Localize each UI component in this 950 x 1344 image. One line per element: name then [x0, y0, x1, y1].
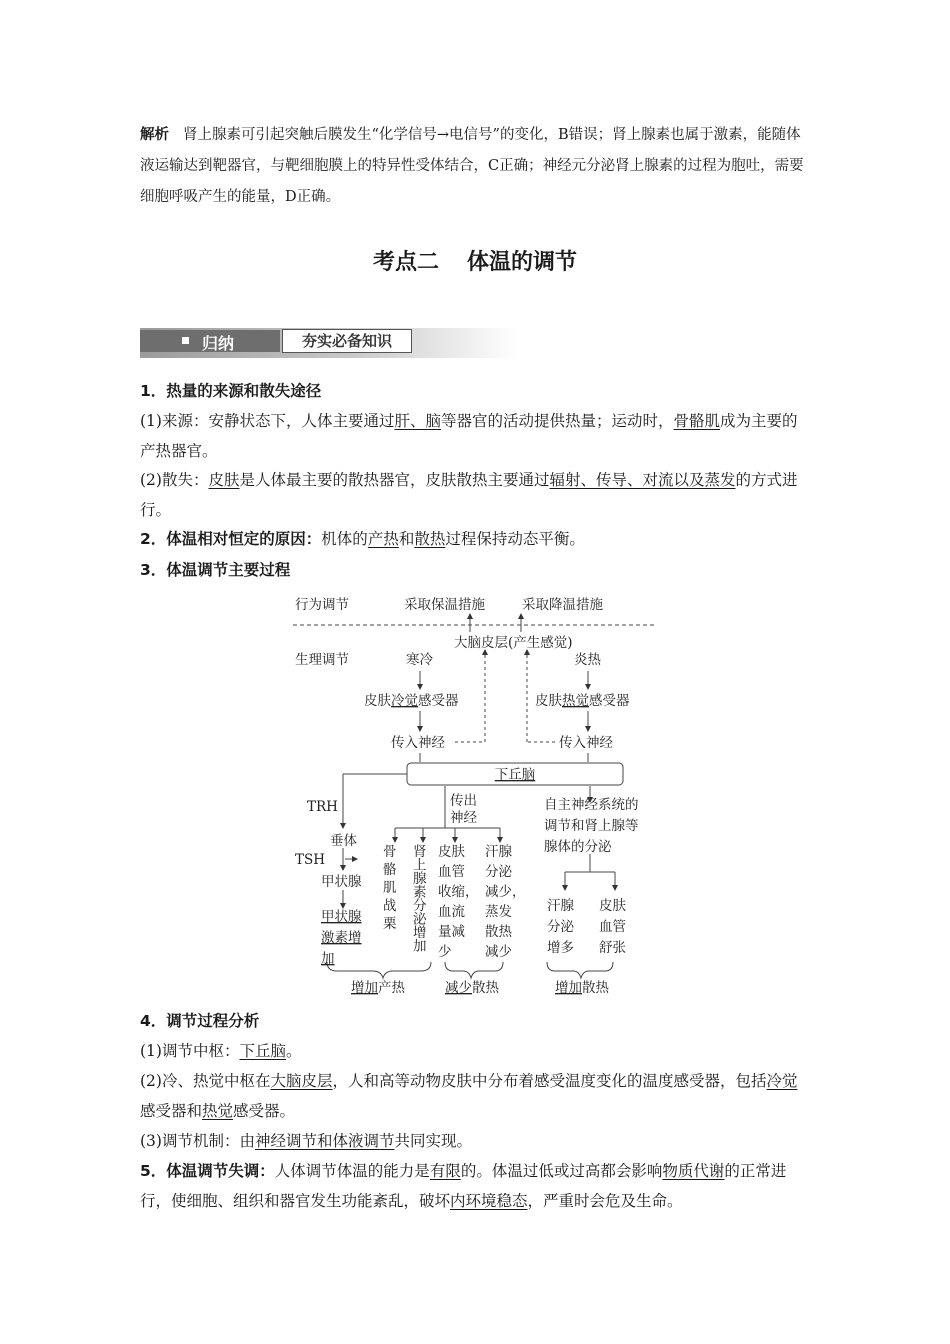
answer-underline: 冷觉: [766, 1072, 798, 1090]
physio-label: 生理调节: [295, 652, 349, 668]
vessel-column: [438, 843, 479, 960]
answer-underline: 下丘脑: [239, 1042, 286, 1060]
keep-warm-label: 采取保温措施: [404, 597, 485, 613]
answer-underline: 散热: [414, 530, 446, 548]
brace-line: [327, 962, 431, 978]
paragraph-source: [140, 406, 812, 466]
answer-underline: 肝、脑: [394, 412, 441, 430]
text-run: 的。体温过低或过高都会影响: [460, 1162, 663, 1180]
behavior-label: 行为调节: [295, 597, 349, 613]
autonomic-line-3: 腺体的分泌: [544, 839, 612, 855]
vessel_up-text-0: 皮肤: [599, 898, 626, 914]
sweat-column: [485, 844, 526, 960]
cold-receptor-label: 皮肤冷觉感受器: [364, 693, 459, 709]
sweat-text-3: 蒸发: [485, 904, 512, 920]
vessel_up-text-1: 血管: [599, 919, 626, 935]
sweat-increase-column: [547, 898, 576, 956]
more-loss-label: 增加散热: [555, 980, 609, 996]
text-run: (3)调节机制：由: [140, 1132, 255, 1150]
section-title: [0, 245, 950, 276]
cool-down-label: 采取降温措施: [522, 597, 603, 613]
brace-line: [547, 962, 613, 978]
less-loss-label: 减少散热: [445, 980, 499, 996]
answer-underline: 骨骼肌: [673, 412, 721, 430]
sweat_up-text-0: 汗腺: [547, 898, 574, 914]
answer-underline: 产热: [367, 530, 399, 548]
summary-banner: [140, 328, 518, 358]
answer-underline: 皮肤: [208, 471, 240, 489]
heat-receptor-label: 皮肤热觉感受器: [535, 693, 630, 709]
thermoregulation-diagram: [285, 590, 665, 1002]
section-title-number: 考点二: [372, 250, 439, 275]
banner-tag: 归纳: [202, 334, 235, 353]
heading-3: 3．体温调节主要过程: [140, 561, 291, 579]
muscle-column: [383, 844, 397, 932]
paragraph-sensation: [140, 1066, 812, 1126]
vessel-text-1: 血管: [438, 864, 465, 880]
vessel-text-0: 皮肤: [438, 844, 465, 860]
square-icon: [182, 337, 189, 344]
sweat_up-text-1: 分泌: [547, 919, 574, 935]
vessel-text-5: 少: [438, 944, 452, 960]
cortex-label: 大脑皮层(产生感觉): [454, 635, 573, 651]
adrenal-text-3: 素: [413, 884, 427, 901]
text-run: 是人体最主要的散热器官，皮肤散热主要通过: [239, 471, 550, 489]
text-run: ，严重时会危及生命。: [527, 1192, 683, 1210]
analysis-text: 肾上腺素可引起突触后膜发生“化学信号→电信号”的变化，B错误；肾上腺素也属于激素，能随体液运输达到靶器官，与靶细胞膜上的特异性受体结合，C正确；神经元分泌肾上腺素的过程为胞吐，需要细胞呼吸产生的能量，D正确。: [140, 127, 804, 205]
afferent-right-label: 传入神经: [559, 735, 613, 751]
paragraph-balance: [140, 524, 812, 554]
autonomic-line-2: 调节和肾上腺等: [544, 818, 639, 834]
vessel-dilate-column: [599, 897, 627, 956]
text-run: 。: [285, 1042, 302, 1060]
vessel_up-text-2: 舒张: [599, 940, 626, 956]
text-run: 感受器。: [233, 1102, 296, 1120]
adrenal-text-4: 分: [413, 898, 427, 914]
text-run: (2)散失：: [140, 471, 209, 489]
text-run: 共同实现。: [394, 1132, 472, 1150]
more-heat-label: 增加产热: [351, 980, 405, 996]
sweat-text-0: 汗腺: [485, 844, 512, 860]
heading-5: 5．体温调节失调：: [140, 1162, 275, 1180]
answer-underline: 辐射、传导、对流以及蒸发: [549, 471, 736, 489]
text-run: 感受器和: [140, 1102, 203, 1120]
cold-label: 寒冷: [406, 652, 433, 668]
analysis-label: 解析: [140, 127, 169, 143]
sweat-text-1: 分泌: [485, 864, 512, 880]
text-run: (1)来源：安静状态下，人体主要通过: [140, 412, 395, 430]
answer-underline: 热觉: [202, 1102, 234, 1120]
adrenal-text-1: 上: [413, 857, 427, 874]
answer-underline: 有限: [429, 1162, 461, 1180]
sweat-text-2: 减少，: [485, 884, 526, 900]
text-run: (1)调节中枢：: [140, 1042, 240, 1060]
text-run: 机体的: [321, 530, 368, 548]
text-run: 的正常进行，使细胞、组织和器官发生功能紊乱，破坏: [140, 1162, 787, 1210]
sweat-text-4: 散热: [485, 924, 512, 940]
hot-label: 炎热: [574, 652, 601, 668]
vessel-text-4: 量减: [438, 924, 465, 940]
text-run: 成为主要的产热器官。: [140, 412, 798, 460]
vessel-text-3: 血流: [438, 904, 465, 920]
paragraph-center: [140, 1036, 812, 1066]
text-run: 人体调节体温的能力是: [274, 1162, 430, 1180]
paragraph-disorder: [140, 1156, 812, 1216]
text-run: 的方式进行。: [140, 471, 798, 519]
paragraph-mechanism: [140, 1126, 812, 1156]
text-run: ，人和高等动物皮肤中分布着感受温度变化的温度感受器，包括: [332, 1072, 767, 1090]
thyroid-label: 甲状腺: [321, 874, 362, 890]
sweat_up-text-2: 增多: [547, 940, 574, 956]
thyroid-hormone-line-1: 甲状腺: [321, 909, 362, 925]
heading-2: 2．体温相对恒定的原因：: [140, 530, 322, 548]
paragraph-loss: [140, 465, 812, 525]
adrenal-text-0: 肾: [413, 844, 427, 860]
analysis-paragraph: [140, 120, 812, 213]
muscle-text-0: 骨: [383, 844, 397, 860]
banner-text: 夯实必备知识: [282, 329, 412, 353]
tsh-label: TSH: [295, 852, 326, 868]
muscle-text-2: 肌: [383, 880, 397, 896]
text-run: (2)冷、热觉中枢在: [140, 1072, 271, 1090]
pituitary-label: 垂体: [330, 833, 357, 849]
heading-4: 4．调节过程分析: [140, 1012, 260, 1030]
heading-1: 1．热量的来源和散失途径: [140, 382, 322, 400]
muscle-text-1: 骼: [383, 862, 397, 878]
text-run: 过程保持动态平衡。: [445, 530, 585, 548]
section-title-text: 体温的调节: [467, 250, 578, 275]
answer-underline: 物质代谢: [662, 1162, 725, 1180]
adrenal-text-5: 泌: [413, 911, 427, 928]
thyroid-hormone-line-3: 加: [321, 951, 335, 967]
afferent-left-label: 传入神经: [391, 735, 445, 751]
trh-label: TRH: [307, 799, 338, 815]
autonomic-line-1: 自主神经系统的: [544, 797, 639, 813]
answer-underline: 内环境稳态: [450, 1192, 528, 1210]
hypothalamus-label: 下丘脑: [494, 767, 536, 783]
adrenal-text-6: 增: [413, 925, 427, 941]
efferent-line-1: 传出: [450, 793, 477, 809]
thyroid-hormone-line-2: 激素增: [321, 930, 362, 946]
brace-line: [445, 962, 503, 978]
muscle-text-4: 栗: [383, 916, 397, 932]
answer-underline: 神经调节和体液调节: [254, 1132, 395, 1150]
adrenal-text-7: 加: [413, 938, 427, 955]
adrenal-column: [413, 843, 428, 955]
text-run: 等器官的活动提供热量；运动时，: [440, 412, 674, 430]
muscle-text-3: 战: [383, 898, 397, 914]
adrenal-text-2: 腺: [413, 871, 427, 887]
text-run: 和: [398, 530, 415, 548]
answer-underline: 大脑皮层: [270, 1072, 333, 1090]
sweat-text-5: 减少: [485, 944, 512, 960]
vessel-text-2: 收缩，: [438, 884, 479, 900]
efferent-line-2: 神经: [450, 810, 477, 826]
